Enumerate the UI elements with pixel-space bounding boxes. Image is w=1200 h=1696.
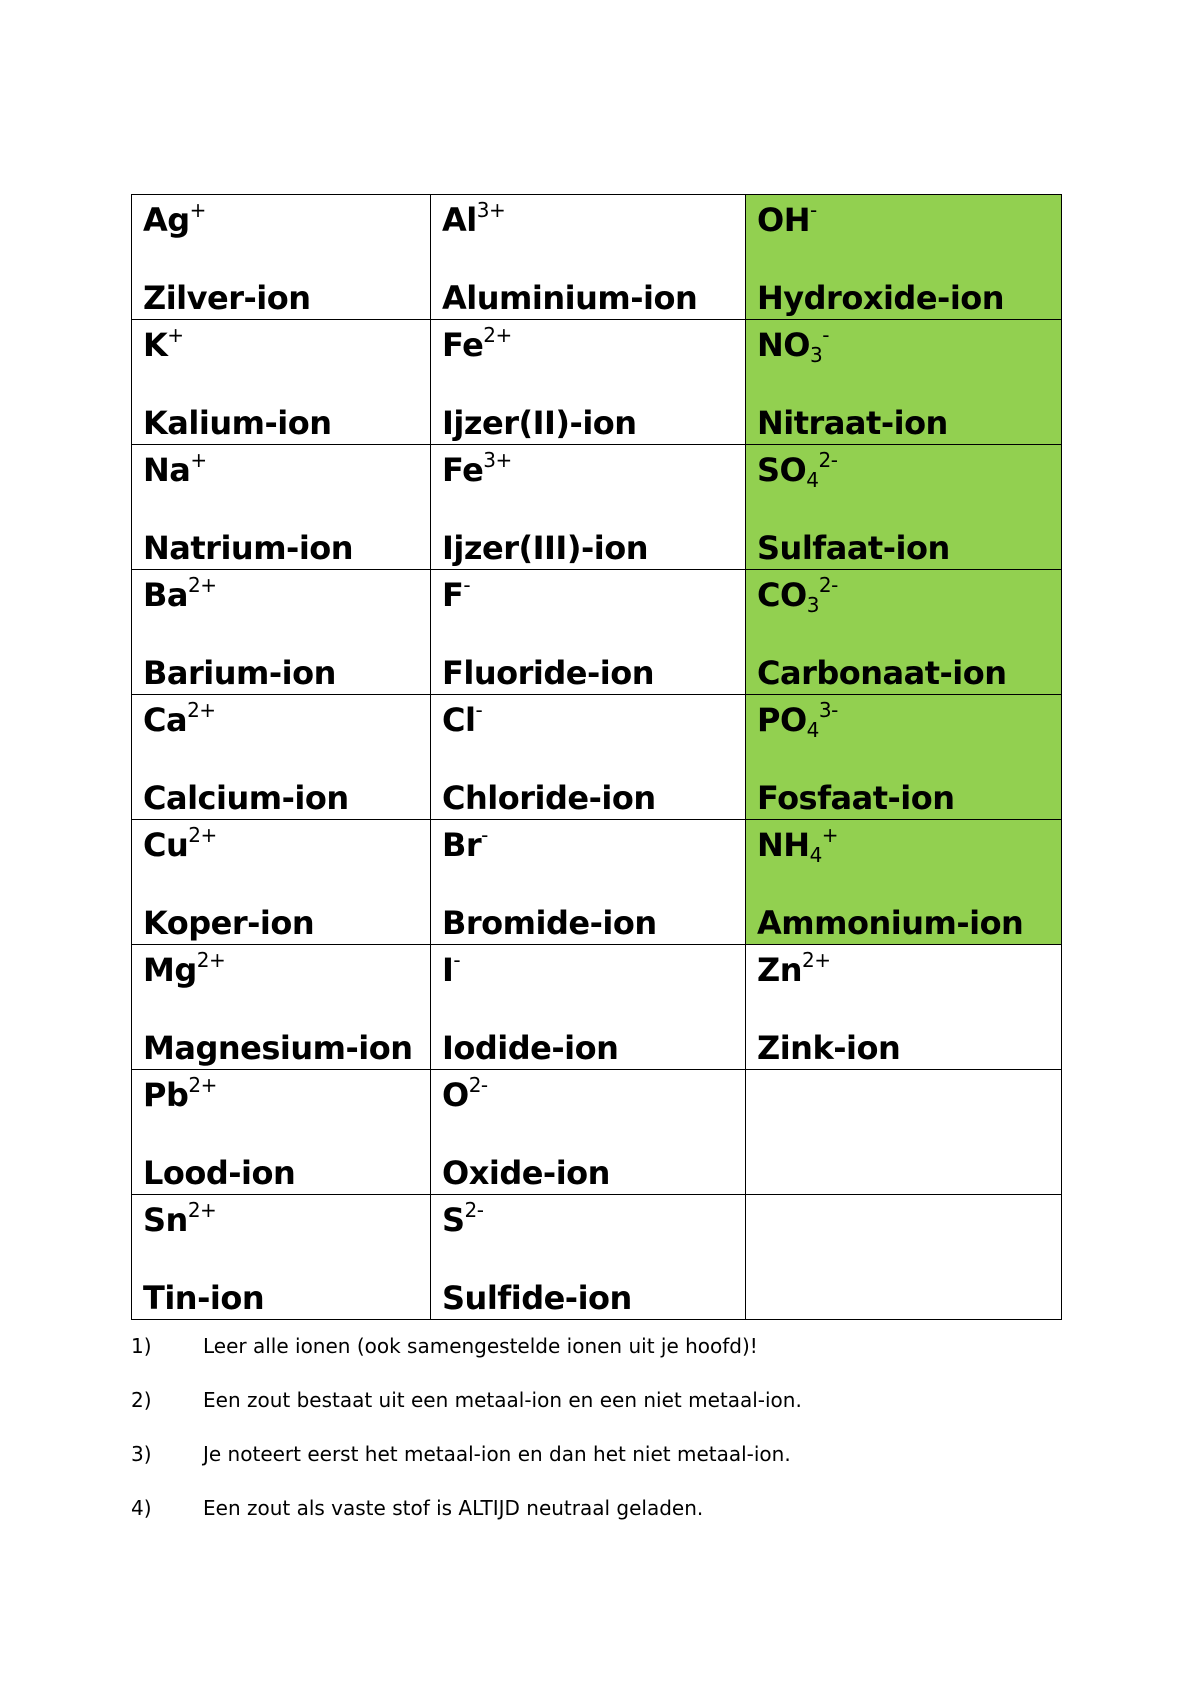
formula-charge: 2+	[188, 823, 217, 847]
ion-cell	[431, 820, 746, 945]
ion-formula	[143, 823, 217, 864]
formula-charge: -	[809, 198, 817, 222]
ion-name: Carbonaat-ion	[757, 653, 1007, 692]
formula-subscript: 4	[806, 468, 819, 492]
ion-cell	[431, 445, 746, 570]
ion-name: Lood-ion	[143, 1153, 296, 1192]
ion-cell	[746, 945, 1062, 1070]
ion-formula	[757, 323, 829, 367]
formula-charge: -	[463, 573, 471, 597]
formula-base: PO	[757, 701, 807, 739]
formula-charge: 2-	[464, 1198, 484, 1222]
ion-table-body	[132, 195, 1062, 1320]
ion-cell	[746, 320, 1062, 445]
ion-formula	[757, 823, 839, 867]
formula-base: S	[442, 1201, 465, 1239]
formula-charge: -	[453, 948, 461, 972]
ion-formula	[442, 698, 483, 739]
note-item	[131, 1496, 1071, 1550]
ion-formula	[143, 948, 226, 989]
ion-formula	[143, 1073, 217, 1114]
note-text: Je noteert eerst het metaal-ion en dan het niet metaal-ion.	[203, 1442, 791, 1466]
ion-cell	[431, 945, 746, 1070]
ion-cell	[746, 570, 1062, 695]
formula-charge: +	[821, 823, 839, 847]
formula-charge: -	[822, 323, 829, 347]
ion-cell	[431, 1070, 746, 1195]
ion-formula	[442, 1198, 484, 1239]
formula-charge: +	[190, 448, 207, 472]
ion-name: Chloride-ion	[442, 778, 656, 817]
formula-base: Ag	[143, 201, 190, 239]
note-item	[131, 1388, 1071, 1442]
formula-base: Sn	[143, 1201, 188, 1239]
ion-name: Nitraat-ion	[757, 403, 948, 442]
ion-cell	[431, 195, 746, 320]
ion-formula	[757, 448, 838, 492]
note-text: Een zout bestaat uit een metaal-ion en een niet metaal-ion.	[203, 1388, 802, 1412]
formula-base: NO	[757, 326, 810, 364]
table-row	[132, 1070, 1062, 1195]
formula-charge: 2+	[483, 323, 512, 347]
formula-charge: 2+	[187, 573, 217, 597]
note-number: 4)	[131, 1496, 152, 1520]
note-number: 2)	[131, 1388, 152, 1412]
ion-formula	[442, 448, 512, 489]
ion-name: Koper-ion	[143, 903, 315, 942]
formula-base: Pb	[143, 1076, 189, 1114]
ion-cell	[746, 1070, 1062, 1195]
ion-cell	[431, 570, 746, 695]
table-row	[132, 695, 1062, 820]
ion-formula	[442, 323, 512, 364]
notes-list	[131, 1334, 1071, 1550]
ion-name: Tin-ion	[143, 1278, 265, 1317]
ion-cell	[132, 445, 431, 570]
formula-base: O	[442, 1076, 469, 1114]
ion-name: Iodide-ion	[442, 1028, 619, 1067]
table-row	[132, 445, 1062, 570]
table-row	[132, 320, 1062, 445]
formula-base: K	[143, 326, 168, 364]
table-row	[132, 570, 1062, 695]
ion-name: Fluoride-ion	[442, 653, 654, 692]
table-row	[132, 945, 1062, 1070]
table-row	[132, 820, 1062, 945]
ion-formula	[143, 1198, 217, 1239]
formula-base: Al	[442, 201, 477, 239]
ion-cell	[746, 1195, 1062, 1320]
formula-base: CO	[757, 576, 807, 614]
formula-base: NH	[757, 826, 810, 864]
table-row	[132, 1195, 1062, 1320]
ion-cell	[431, 695, 746, 820]
ion-name: Fosfaat-ion	[757, 778, 955, 817]
ion-formula	[757, 948, 831, 989]
formula-base: Ba	[143, 576, 188, 614]
ion-name: Magnesium-ion	[143, 1028, 413, 1067]
formula-subscript: 4	[806, 718, 819, 742]
ion-name: Ijzer(II)-ion	[442, 403, 637, 442]
ion-name: Zink-ion	[757, 1028, 901, 1067]
formula-base: Cl	[442, 701, 476, 739]
formula-subscript: 4	[809, 843, 822, 867]
ion-formula	[757, 698, 838, 742]
ion-name: Ijzer(III)-ion	[442, 528, 648, 567]
ion-formula	[143, 573, 217, 614]
ion-cell	[746, 695, 1062, 820]
formula-charge: 3+	[483, 448, 512, 472]
formula-base: Fe	[442, 451, 484, 489]
ion-formula	[442, 573, 471, 614]
table-row	[132, 195, 1062, 320]
ion-table	[131, 194, 1062, 1320]
ion-name: Ammonium-ion	[757, 903, 1024, 942]
formula-charge: 2+	[187, 1198, 217, 1222]
ion-name: Aluminium-ion	[442, 278, 698, 317]
ion-formula	[442, 198, 506, 239]
note-number: 1)	[131, 1334, 152, 1358]
formula-base: Zn	[757, 951, 802, 989]
formula-base: Mg	[143, 951, 197, 989]
ion-name: Barium-ion	[143, 653, 336, 692]
ion-name: Kalium-ion	[143, 403, 332, 442]
ion-cell	[132, 1195, 431, 1320]
formula-charge: 2-	[818, 573, 838, 597]
ion-name: Hydroxide-ion	[757, 278, 1005, 317]
ion-cell	[746, 820, 1062, 945]
note-item	[131, 1334, 1071, 1388]
ion-formula	[143, 198, 206, 239]
formula-charge: -	[481, 823, 488, 847]
ion-name: Sulfaat-ion	[757, 528, 950, 567]
ion-cell	[746, 445, 1062, 570]
note-number: 3)	[131, 1442, 152, 1466]
ion-cell	[132, 820, 431, 945]
ion-name: Calcium-ion	[143, 778, 349, 817]
formula-base: F	[442, 576, 464, 614]
formula-charge: 2+	[196, 948, 226, 972]
formula-charge: +	[189, 198, 206, 222]
ion-cell	[132, 945, 431, 1070]
ion-name: Natrium-ion	[143, 528, 354, 567]
ion-formula	[757, 198, 817, 239]
ion-formula	[442, 823, 488, 864]
ion-cell	[431, 1195, 746, 1320]
ion-formula	[442, 1073, 488, 1114]
formula-subscript: 3	[806, 593, 819, 617]
formula-charge: 2-	[818, 448, 838, 472]
formula-base: Br	[442, 826, 482, 864]
ion-cell	[746, 195, 1062, 320]
formula-base: OH	[757, 201, 810, 239]
formula-charge: 2+	[187, 698, 216, 722]
ion-formula	[757, 573, 838, 617]
ion-cell	[132, 1070, 431, 1195]
ion-cell	[132, 320, 431, 445]
note-text: Een zout als vaste stof is ALTIJD neutraal geladen.	[203, 1496, 704, 1520]
formula-charge: 3-	[818, 698, 838, 722]
ion-cell	[431, 320, 746, 445]
note-item	[131, 1442, 1071, 1496]
formula-base: I	[442, 951, 454, 989]
ion-name: Sulfide-ion	[442, 1278, 632, 1317]
ion-cell	[132, 195, 431, 320]
formula-charge: 2-	[468, 1073, 488, 1097]
formula-base: Cu	[143, 826, 189, 864]
formula-charge: +	[167, 323, 184, 347]
ion-cell	[132, 570, 431, 695]
formula-subscript: 3	[809, 343, 823, 367]
formula-charge: 2+	[801, 948, 831, 972]
ion-formula	[143, 698, 216, 739]
formula-base: SO	[757, 451, 807, 489]
ion-formula	[143, 448, 207, 489]
ion-name: Zilver-ion	[143, 278, 311, 317]
note-text: Leer alle ionen (ook samengestelde ionen uit je hoofd)!	[203, 1334, 758, 1358]
ion-name: Oxide-ion	[442, 1153, 610, 1192]
formula-charge: 3+	[476, 198, 506, 222]
formula-charge: -	[475, 698, 483, 722]
ion-formula	[143, 323, 184, 364]
formula-base: Ca	[143, 701, 188, 739]
ion-cell	[132, 695, 431, 820]
formula-base: Fe	[442, 326, 484, 364]
formula-charge: 2+	[188, 1073, 217, 1097]
ion-formula	[442, 948, 461, 989]
formula-base: Na	[143, 451, 191, 489]
ion-name: Bromide-ion	[442, 903, 657, 942]
